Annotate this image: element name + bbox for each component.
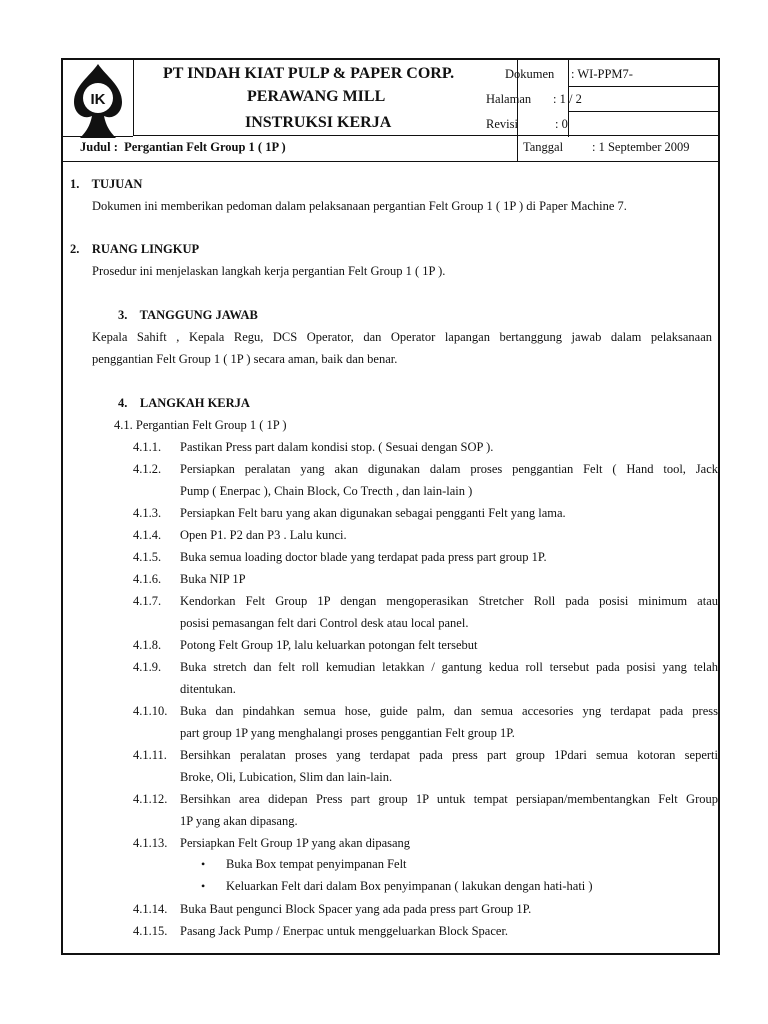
step-number: 4.1.15.: [133, 924, 168, 938]
header-title-underline: [133, 135, 720, 136]
step-number: 4.1.6.: [133, 572, 162, 586]
step-number: 4.1.2.: [133, 462, 162, 476]
section-2-number: 2.: [70, 242, 80, 256]
step-text-continued: posisi pemasangan felt dari Control desk atau local panel.: [180, 616, 469, 630]
section-4-subheading: 4.1. Pergantian Felt Group 1 ( 1P ): [114, 418, 287, 432]
step-text: Buka dan pindahkan semua hose, guide palm, dan semua accesories yng terdapat pada press: [180, 704, 718, 718]
step-text-continued: part group 1P yang menghalangi proses penggantian Felt group 1P.: [180, 726, 515, 740]
step-text: Kendorkan Felt Group 1P dengan mengoperasikan Stretcher Roll pada posisi minimum atau: [180, 594, 718, 608]
step-number: 4.1.9.: [133, 660, 162, 674]
revisi-value: : 0: [555, 117, 568, 131]
section-1-number: 1.: [70, 177, 80, 191]
section-1-heading: [70, 177, 142, 192]
step-text-continued: 1P yang akan dipasang.: [180, 814, 298, 828]
section-4-number: 4.: [118, 396, 128, 410]
step-number: 4.1.3.: [133, 506, 162, 520]
logo-text: IK: [90, 91, 106, 108]
judul-value: Pergantian Felt Group 1 ( 1P ): [124, 140, 286, 154]
step-text: Buka semua loading doctor blade yang terdapat pada press part group 1P.: [180, 550, 547, 564]
section-3-heading: [118, 308, 258, 323]
document-type: INSTRUKSI KERJA: [245, 114, 392, 131]
section-1-title: TUJUAN: [91, 177, 143, 191]
step-text: Buka NIP 1P: [180, 572, 246, 586]
step-text: Buka Baut pengunci Block Spacer yang ada pada press part Group 1P.: [180, 902, 532, 916]
step-number: 4.1.7.: [133, 594, 162, 608]
bullet-text: Keluarkan Felt dari dalam Box penyimpanan ( lakukan dengan hati-hati ): [226, 879, 593, 893]
step-number: 4.1.4.: [133, 528, 162, 542]
judul-label: Judul :: [80, 140, 118, 154]
step-text: Potong Felt Group 1P, lalu keluarkan potongan felt tersebut: [180, 638, 478, 652]
halaman-label: Halaman: [486, 92, 532, 106]
section-3-line-1: Kepala Sahift , Kepala Regu, DCS Operator, dan Operator lapangan bertanggung jawab dalam pelaksanaan: [92, 330, 712, 344]
step-number: 4.1.12.: [133, 792, 168, 806]
header-row-line-2: [568, 111, 720, 112]
section-2-title: RUANG LINGKUP: [91, 242, 200, 256]
tanggal-label: Tanggal: [523, 140, 564, 154]
step-text: Bersihkan area didepan Press part group 1P untuk tempat persiapan/membentangkan Felt Group: [180, 792, 718, 806]
step-text: Buka stretch dan felt roll kemudian letakkan / gantung kedua roll tersebut pada posisi yang telah: [180, 660, 718, 674]
header-divider-logo: [133, 59, 134, 135]
company-name: PT INDAH KIAT PULP & PAPER CORP.: [163, 65, 455, 82]
step-text-continued: ditentukan.: [180, 682, 236, 696]
section-3-line-2: penggantian Felt Group 1 ( 1P ) secara aman, baik dan benar.: [92, 352, 398, 366]
section-3-title: TANGGUNG JAWAB: [139, 308, 258, 322]
section-3-number: 3.: [118, 308, 128, 322]
judul-row: [80, 140, 286, 155]
bullet-text: Buka Box tempat penyimpanan Felt: [226, 857, 407, 871]
section-2-text: Prosedur ini menjelaskan langkah kerja pergantian Felt Group 1 ( 1P ).: [92, 264, 446, 278]
step-text-continued: Broke, Oli, Lubication, Slim dan lain-lain.: [180, 770, 393, 784]
section-1-text: Dokumen ini memberikan pedoman dalam pelaksanaan pergantian Felt Group 1 ( 1P ) di Paper Machine 7.: [92, 199, 627, 213]
step-text: Pasang Jack Pump / Enerpac untuk menggeluarkan Block Spacer.: [180, 924, 509, 938]
step-text-continued: Pump ( Enerpac ), Chain Block, Co Trecth , dan lain-lain ): [180, 484, 473, 498]
step-number: 4.1.13.: [133, 836, 168, 850]
step-number: 4.1.11.: [133, 748, 167, 762]
step-text: Persiapkan Felt baru yang akan digunakan sebagai pengganti Felt yang lama.: [180, 506, 566, 520]
section-4-title: LANGKAH KERJA: [139, 396, 250, 410]
company-logo: [68, 62, 128, 144]
step-number: 4.1.8.: [133, 638, 162, 652]
step-text: Persiapkan Felt Group 1P yang akan dipasang: [180, 836, 411, 850]
revisi-label: Revisi: [486, 117, 518, 131]
section-2-heading: [70, 242, 199, 257]
step-number: 4.1.1.: [133, 440, 162, 454]
halaman-value: : 1 / 2: [553, 92, 582, 106]
step-text: Persiapkan peralatan yang akan digunakan dalam proses penggantian Felt ( Hand tool, Jack: [180, 462, 718, 476]
tanggal-value: : 1 September 2009: [592, 140, 690, 154]
dokumen-label: Dokumen: [505, 67, 555, 81]
step-number: 4.1.10.: [133, 704, 168, 718]
mill-name: PERAWANG MILL: [247, 88, 386, 105]
header-judul-bottom: [61, 161, 720, 162]
section-4-heading: [118, 396, 250, 411]
step-text: Open P1. P2 dan P3 . Lalu kunci.: [180, 528, 347, 542]
step-number: 4.1.14.: [133, 902, 168, 916]
header-row-line-1: [568, 86, 720, 87]
bullet-icon: •: [201, 879, 206, 893]
dokumen-value: : WI-PPM7-: [571, 67, 633, 81]
bullet-icon: •: [201, 857, 206, 871]
step-text: Pastikan Press part dalam kondisi stop. ( Sesuai dengan SOP ).: [180, 440, 494, 454]
step-text: Bersihkan peralatan proses yang terdapat pada press part group 1Pdari semua kotoran seperti: [180, 748, 718, 762]
step-number: 4.1.5.: [133, 550, 162, 564]
